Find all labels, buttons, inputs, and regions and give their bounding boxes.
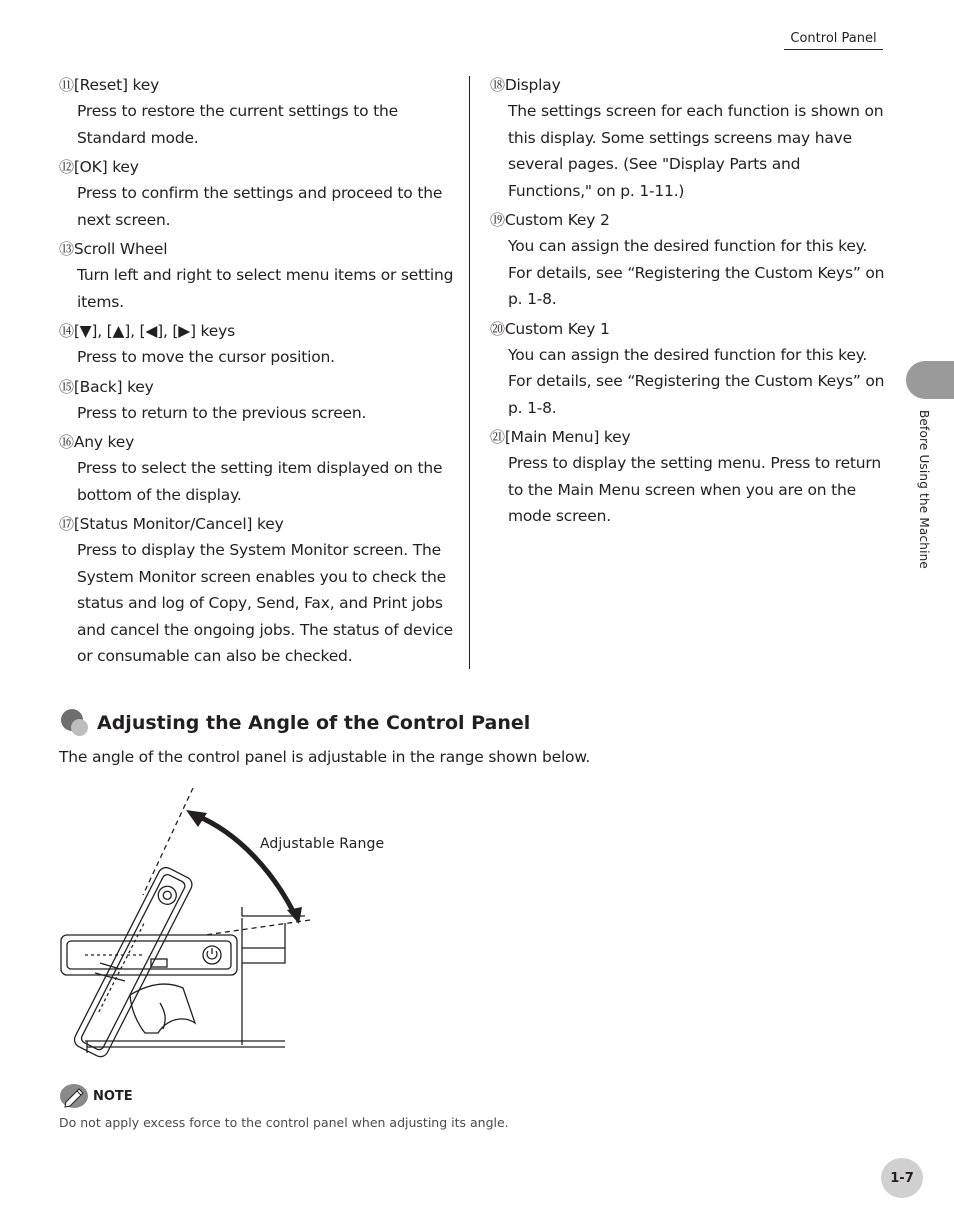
column-divider: [469, 76, 470, 669]
item-description: The settings screen for each function is shown on this display. Some settings screens may have several pages. (See "Display Parts and Functions," on p. 1-11.): [508, 102, 884, 200]
item-title: ⑭[▼], [▲], [◀], [▶] keys: [59, 322, 235, 340]
list-item: [490, 316, 885, 422]
note-label: NOTE: [93, 1088, 133, 1104]
item-title: ⑫[OK] key: [59, 158, 139, 176]
section-heading: [59, 707, 530, 739]
note-text: Do not apply excess force to the control panel when adjusting its angle.: [59, 1115, 509, 1130]
lower-limit-line: [205, 920, 310, 935]
list-item: [490, 424, 885, 530]
item-title: ㉑[Main Menu] key: [490, 428, 631, 446]
list-item: [59, 511, 459, 670]
list-item: [59, 72, 459, 151]
bullet-icon: [59, 707, 93, 739]
item-description: Press to display the System Monitor screen. The System Monitor screen enables you to check the status and log of Copy, Send, Fax, and Print jobs and cancel the ongoing jobs. The status of device or consumable can also be checked.: [77, 541, 453, 665]
item-title: ⑱Display: [490, 76, 561, 94]
item-title: ⑮[Back] key: [59, 377, 154, 396]
item-description: Press to restore the current settings to the Standard mode.: [77, 102, 398, 147]
item-title: ⑲Custom Key 2: [490, 211, 610, 229]
figure-range-label: Adjustable Range: [260, 836, 385, 852]
range-arrow: [195, 815, 295, 915]
section-title: Adjusting the Angle of the Control Panel: [97, 712, 531, 734]
item-title: ⑪[Reset] key: [59, 76, 160, 94]
item-description: Press to return to the previous screen.: [77, 403, 367, 422]
chapter-tab[interactable]: [906, 361, 954, 399]
right-column: [490, 72, 885, 533]
item-description: You can assign the desired function for this key. For details, see “Registering the Custom Keys” on p. 1-8.: [508, 237, 885, 308]
item-description: Press to display the setting menu. Press to return to the Main Menu screen when you are on the mode screen.: [508, 454, 881, 525]
list-item: [59, 236, 459, 315]
page-number: 1-7: [881, 1158, 923, 1198]
list-item: [59, 318, 459, 371]
item-title: ⑯Any key: [59, 433, 135, 451]
item-description: Press to select the setting item displayed on the bottom of the display.: [77, 459, 443, 504]
list-item: [59, 154, 459, 233]
item-title: ⑬Scroll Wheel: [59, 240, 168, 258]
upper-limit-line: [143, 788, 193, 895]
list-item: [59, 374, 459, 427]
item-description: Press to move the cursor position.: [77, 348, 335, 366]
pencil-note-icon: [59, 1083, 89, 1109]
list-item: [490, 72, 885, 204]
item-title: ⑳Custom Key 1: [490, 319, 610, 338]
header-section-label: Control Panel: [784, 31, 883, 50]
list-item: [490, 207, 885, 313]
chapter-tab-label: Before Using the Machine: [917, 410, 931, 569]
item-description: Turn left and right to select menu items or setting items.: [77, 266, 454, 311]
item-title: ⑰[Status Monitor/Cancel] key: [59, 515, 284, 533]
left-column: [59, 72, 459, 673]
item-description: You can assign the desired function for this key. For details, see “Registering the Custom Keys” on p. 1-8.: [508, 345, 885, 417]
note-header: [59, 1083, 133, 1109]
section-intro: The angle of the control panel is adjustable in the range shown below.: [59, 748, 591, 766]
control-panel-angle-illustration: [55, 783, 385, 1058]
list-item: [59, 429, 459, 508]
item-description: Press to confirm the settings and proceed to the next screen.: [77, 184, 443, 229]
